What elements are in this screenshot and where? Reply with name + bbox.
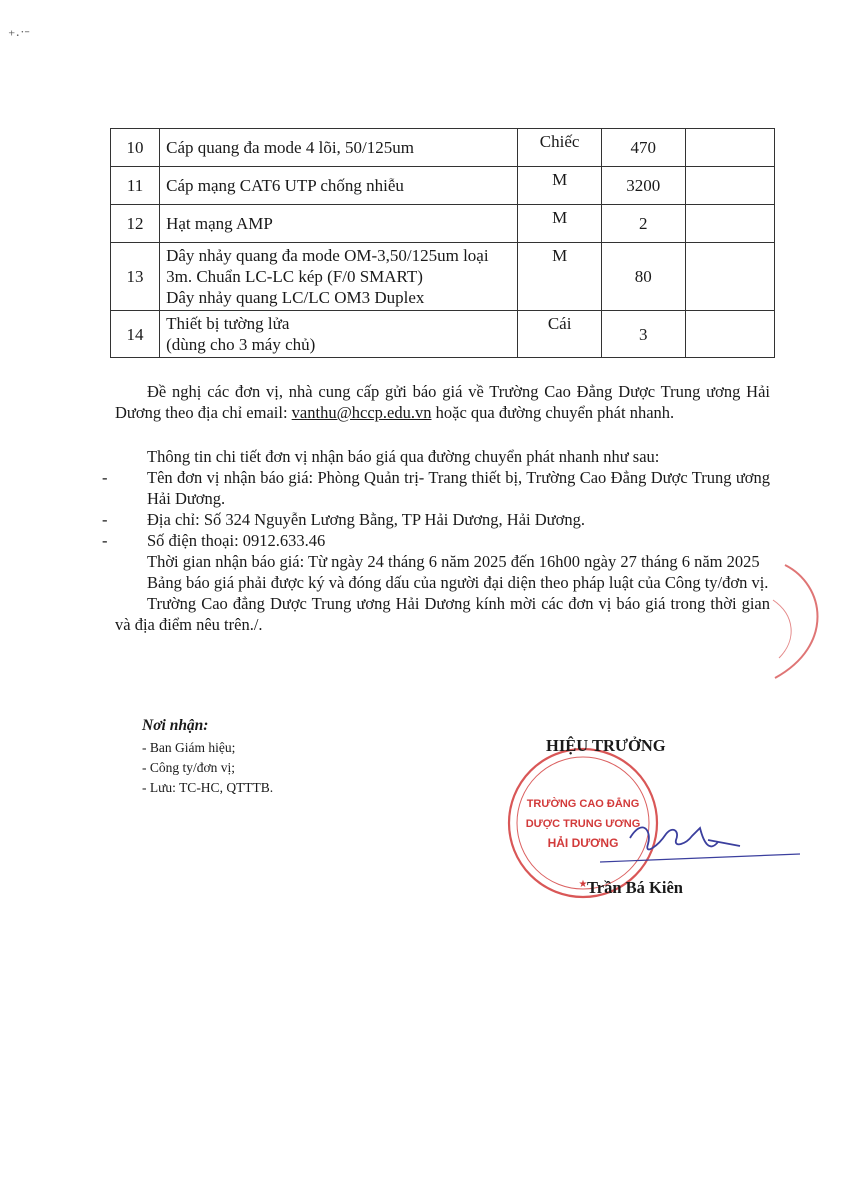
quantity-cell: 3200 <box>602 167 685 205</box>
stamp-requirement: Bảng báo giá phải được ký và đóng dấu của người đại diện theo pháp luật của Công ty/đơn vị. <box>147 573 769 592</box>
recipients-heading: Nơi nhận: <box>142 717 209 734</box>
item-name-cell <box>160 167 518 205</box>
note-cell <box>685 205 775 243</box>
note-cell <box>685 129 775 167</box>
recipient-item: - Công ty/đơn vị; <box>142 760 236 775</box>
margin-stamp-fragment <box>755 560 845 680</box>
item-name-line: 3m. Chuẩn LC-LC kép (F/0 SMART) <box>166 267 423 286</box>
signer-title: HIỆU TRƯỞNG <box>546 736 666 755</box>
recipient-item: - Lưu: TC-HC, QTTTB. <box>142 780 274 795</box>
item-name-line: Dây nhảy quang LC/LC OM3 Duplex <box>166 288 425 307</box>
stamp-line-2: DƯỢC TRUNG ƯƠNG <box>525 818 641 830</box>
item-name-line: Cáp mạng CAT6 UTP chống nhiễu <box>166 176 404 195</box>
item-name-cell <box>160 243 518 311</box>
signer-name: Trần Bá Kiên <box>587 878 683 897</box>
bullet-unit: - Tên đơn vị nhận báo giá: Phòng Quản trị- Trang thiết bị, Trường Cao Đẳng Dược Trung ương Hải Dương. <box>102 468 770 508</box>
item-name-line: Thiết bị tường lửa <box>166 314 290 333</box>
item-name-cell <box>160 311 518 358</box>
bullet-address-text: Địa chỉ: Số 324 Nguyễn Lương Bằng, TP Hải Dương, Hải Dương. <box>147 510 585 529</box>
request-paragraph <box>115 381 770 423</box>
row-number-cell: 13 <box>111 243 160 311</box>
row-number-cell: 11 <box>111 167 160 205</box>
details-section <box>102 446 770 635</box>
items-table <box>110 128 775 358</box>
stamp-line-3: HẢI DƯƠNG <box>547 836 619 850</box>
recipients-block <box>142 716 273 798</box>
quantity-cell: 470 <box>602 129 685 167</box>
handwritten-signature <box>600 800 800 870</box>
item-name-cell <box>160 205 518 243</box>
unit-cell: M <box>518 205 602 243</box>
note-cell <box>685 311 775 358</box>
row-number-cell: 10 <box>111 129 160 167</box>
stamp-star-icon: ★ <box>578 879 588 890</box>
note-cell <box>685 167 775 205</box>
email-link[interactable]: vanthu@hccp.edu.vn <box>291 403 432 422</box>
table-row <box>111 243 775 311</box>
bullet-unit-text: Tên đơn vị nhận báo giá: Phòng Quản trị- Trang thiết bị, Trường Cao Đẳng Dược Trung ương Hải Dương. <box>147 468 770 508</box>
note-cell <box>685 243 775 311</box>
unit-cell: Chiếc <box>518 129 602 167</box>
quantity-cell: 2 <box>602 205 685 243</box>
row-number-cell: 12 <box>111 205 160 243</box>
request-tail: hoặc qua đường chuyển phát nhanh. <box>435 403 675 422</box>
item-name-line: Cáp quang đa mode 4 lõi, 50/125um <box>166 138 414 157</box>
info-heading: Thông tin chi tiết đơn vị nhận báo giá qua đường chuyển phát nhanh như sau: <box>147 447 660 466</box>
stamp-line-1: TRƯỜNG CAO ĐẲNG <box>526 798 640 810</box>
invitation-text: Trường Cao đẳng Dược Trung ương Hải Dương kính mời các đơn vị báo giá trong thời gian và địa điểm nêu trên./. <box>115 594 770 634</box>
item-name-line: (dùng cho 3 máy chủ) <box>166 335 316 354</box>
table-row <box>111 311 775 358</box>
quantity-cell: 80 <box>602 243 685 311</box>
request-text: Đề nghị các đơn vị, nhà cung cấp gửi báo giá về Trường Cao Đẳng Dược Trung ương Hải Dương theo địa chỉ email: <box>115 382 770 422</box>
table-row <box>111 129 775 167</box>
quantity-cell: 3 <box>602 311 685 358</box>
corner-mark: ⁺·˙ˉ <box>8 29 30 44</box>
unit-cell: M <box>518 243 602 311</box>
unit-cell: Cái <box>518 311 602 358</box>
item-name-cell <box>160 129 518 167</box>
item-name-line: Hạt mạng AMP <box>166 214 273 233</box>
item-name-line: Dây nhảy quang đa mode OM-3,50/125um loại <box>166 246 489 265</box>
time-text: Thời gian nhận báo giá: Từ ngày 24 tháng 6 năm 2025 đến 16h00 ngày 27 tháng 6 năm 2025 <box>147 552 760 571</box>
unit-cell: M <box>518 167 602 205</box>
table-row <box>111 167 775 205</box>
recipient-item: - Ban Giám hiệu; <box>142 740 236 755</box>
row-number-cell: 14 <box>111 311 160 358</box>
bullet-phone: - Số điện thoại: 0912.633.46 <box>102 531 326 550</box>
bullet-address: - Địa chỉ: Số 324 Nguyễn Lương Bằng, TP Hải Dương, Hải Dương. <box>102 510 585 529</box>
table-row <box>111 205 775 243</box>
bullet-phone-text: Số điện thoại: 0912.633.46 <box>147 531 326 550</box>
